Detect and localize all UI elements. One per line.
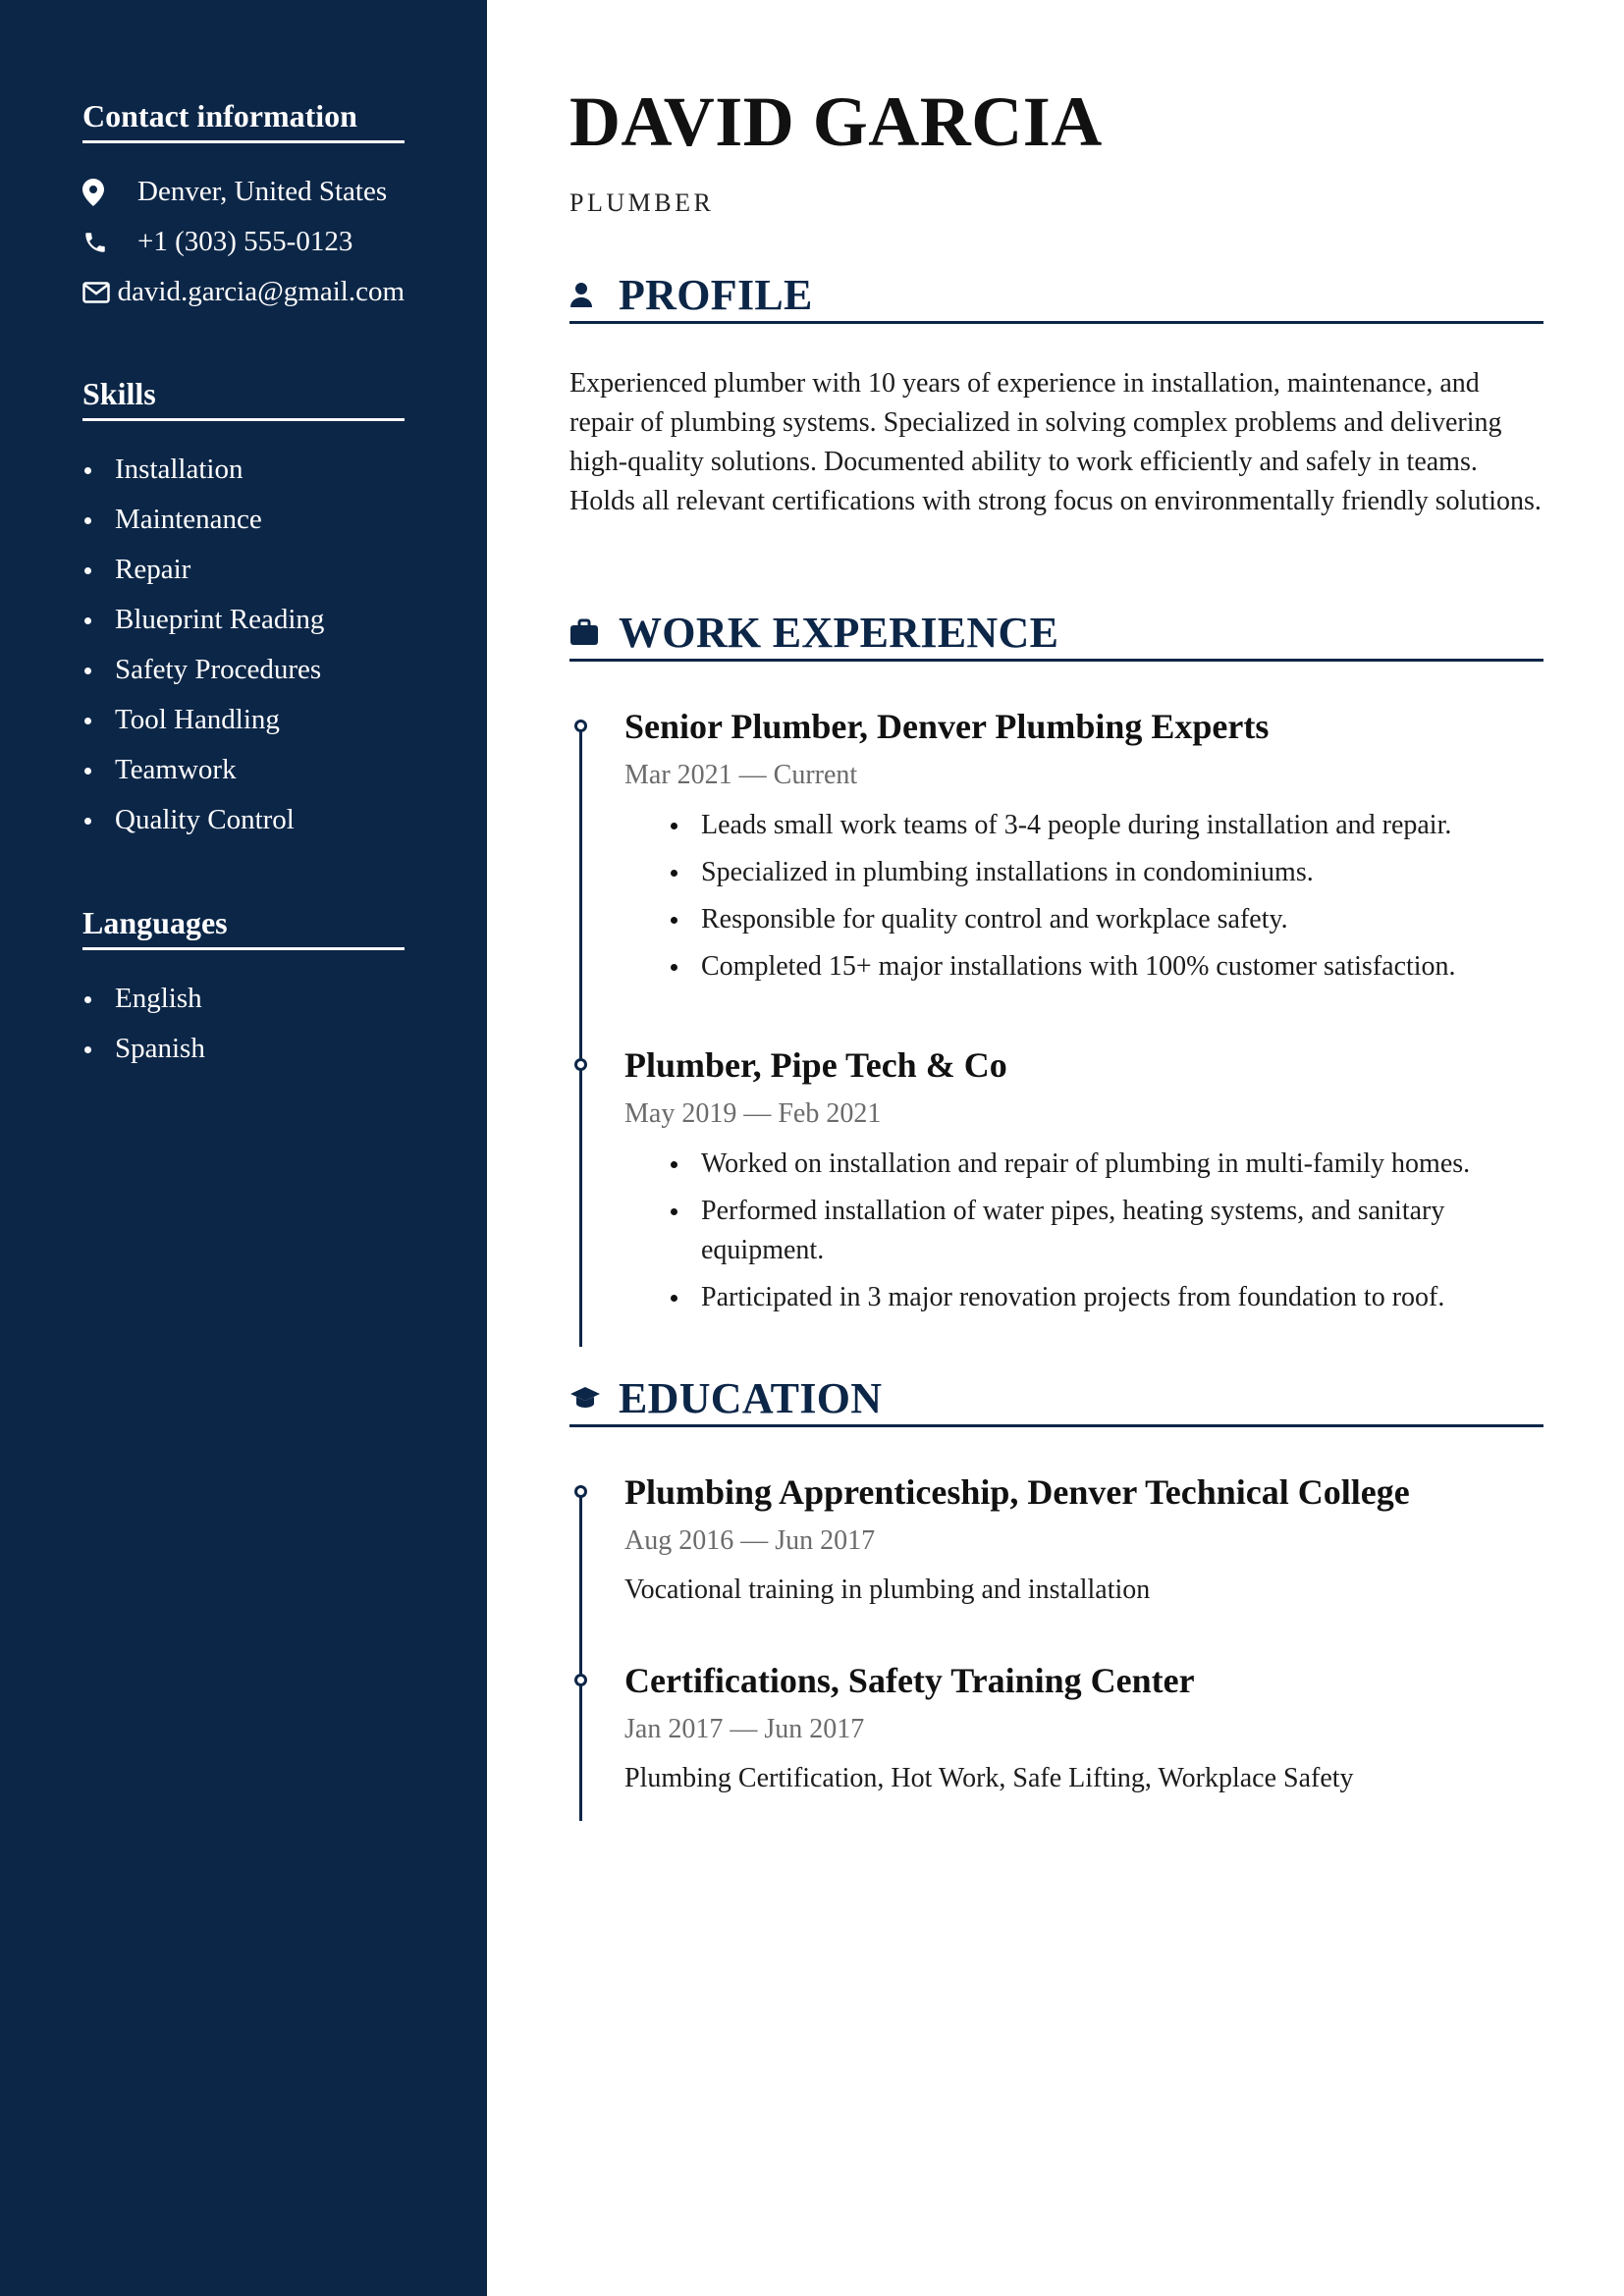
skills-section bbox=[82, 376, 405, 845]
list-item: Quality Control bbox=[82, 795, 405, 845]
list-item: Spanish bbox=[82, 1024, 405, 1074]
job-bullets bbox=[624, 1145, 1543, 1317]
list-item: Participated in 3 major renovation projects from foundation to roof. bbox=[701, 1278, 1543, 1317]
profile-summary: Experienced plumber with 10 years of experience in installation, maintenance, and repair of plumbing systems. Specialized in solving complex problems and delivering high-quality solutions. Documented ability to work efficiently and safely in teams. Holds all relevant certifications with strong focus on environmentally friendly solutions. bbox=[569, 368, 1542, 516]
education-dates: Aug 2016 — Jun 2017 bbox=[624, 1525, 876, 1556]
timeline-dot bbox=[574, 1674, 587, 1686]
profile-title: PROFILE bbox=[619, 270, 813, 319]
education-timeline bbox=[579, 1489, 582, 1821]
contact-location bbox=[82, 167, 405, 217]
education-entry bbox=[624, 1468, 1543, 1615]
timeline-dot bbox=[574, 1485, 587, 1498]
list-item: Responsible for quality control and workplace safety. bbox=[701, 900, 1543, 939]
education-description: Plumbing Certification, Hot Work, Safe Lifting, Workplace Safety bbox=[624, 1763, 1354, 1793]
location-text: Denver, United States bbox=[137, 176, 388, 207]
person-icon bbox=[569, 282, 619, 307]
experience-heading bbox=[569, 606, 1543, 662]
timeline-dot bbox=[574, 1058, 587, 1071]
experience-title: WORK EXPERIENCE bbox=[619, 608, 1059, 657]
list-item: Worked on installation and repair of plumbing in multi-family homes. bbox=[701, 1145, 1543, 1184]
contact-heading: Contact information bbox=[82, 98, 405, 143]
skills-heading: Skills bbox=[82, 376, 405, 421]
email-text[interactable]: david.garcia@gmail.com bbox=[117, 276, 405, 307]
education-dates: Jan 2017 — Jun 2017 bbox=[624, 1714, 865, 1744]
list-item: Safety Procedures bbox=[82, 645, 405, 695]
experience-timeline bbox=[579, 723, 582, 1347]
list-item: Completed 15+ major installations with 100% customer satisfaction. bbox=[701, 947, 1543, 987]
candidate-name: DAVID GARCIA bbox=[569, 82, 1103, 161]
education-description: Vocational training in plumbing and installation bbox=[624, 1575, 1151, 1605]
list-item: Repair bbox=[82, 545, 405, 595]
list-item: Tool Handling bbox=[82, 695, 405, 745]
list-item: Maintenance bbox=[82, 495, 405, 545]
sidebar bbox=[0, 0, 487, 2296]
education-entry bbox=[624, 1656, 1543, 1803]
candidate-role: PLUMBER bbox=[569, 188, 715, 217]
profile-heading bbox=[569, 268, 1543, 324]
job-title: Plumber, Pipe Tech & Co bbox=[624, 1045, 1007, 1085]
languages-section bbox=[82, 905, 405, 1074]
phone-icon bbox=[82, 230, 137, 255]
timeline-dot bbox=[574, 720, 587, 732]
education-title: Plumbing Apprenticeship, Denver Technical College bbox=[624, 1472, 1410, 1512]
job-dates: May 2019 — Feb 2021 bbox=[624, 1098, 882, 1129]
job-dates: Mar 2021 — Current bbox=[624, 760, 858, 790]
graduation-cap-icon bbox=[569, 1385, 619, 1411]
education-title: Certifications, Safety Training Center bbox=[624, 1661, 1195, 1700]
envelope-icon bbox=[82, 282, 118, 303]
job-entry bbox=[624, 1041, 1543, 1325]
list-item: English bbox=[82, 974, 405, 1024]
list-item: Specialized in plumbing installations in condominiums. bbox=[701, 853, 1543, 892]
list-item: Teamwork bbox=[82, 745, 405, 795]
education-title: EDUCATION bbox=[619, 1373, 883, 1422]
list-item: Leads small work teams of 3-4 people during installation and repair. bbox=[701, 806, 1543, 845]
job-title: Senior Plumber, Denver Plumbing Experts bbox=[624, 707, 1270, 746]
languages-list bbox=[82, 974, 405, 1074]
education-heading bbox=[569, 1371, 1543, 1427]
phone-text[interactable]: +1 (303) 555-0123 bbox=[137, 226, 353, 257]
contact-email bbox=[82, 267, 405, 317]
languages-heading: Languages bbox=[82, 905, 405, 950]
list-item: Blueprint Reading bbox=[82, 595, 405, 645]
briefcase-icon bbox=[569, 618, 619, 646]
skills-list bbox=[82, 445, 405, 845]
job-bullets bbox=[624, 806, 1543, 987]
list-item: Performed installation of water pipes, heating systems, and sanitary equipment. bbox=[701, 1192, 1543, 1270]
location-pin-icon bbox=[82, 179, 137, 206]
contact-phone bbox=[82, 217, 405, 267]
job-entry bbox=[624, 702, 1543, 994]
contact-section bbox=[82, 98, 405, 317]
list-item: Installation bbox=[82, 445, 405, 495]
